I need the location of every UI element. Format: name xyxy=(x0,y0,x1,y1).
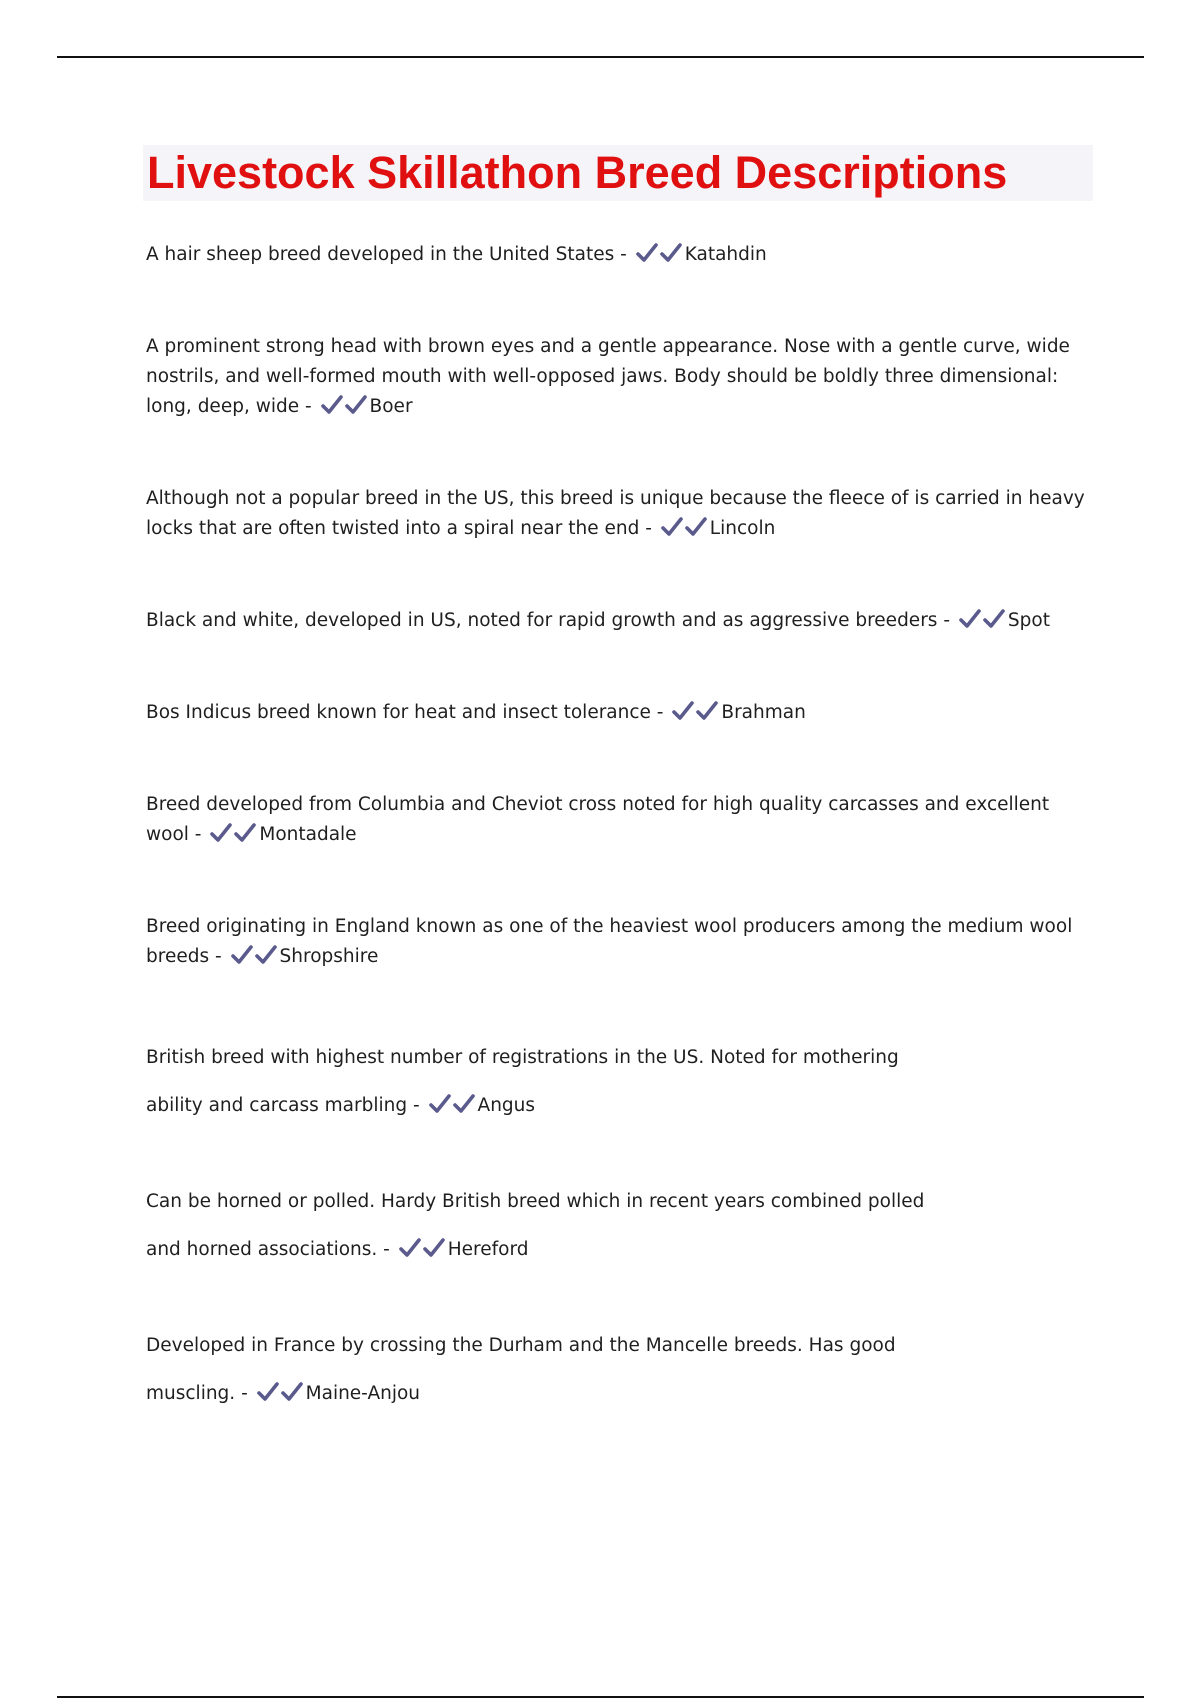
checkmark-icon xyxy=(671,700,695,722)
entry-item xyxy=(146,912,1096,972)
entry-answer: Spot xyxy=(1007,610,1050,631)
checkmark-icon xyxy=(635,242,659,264)
answer-marks xyxy=(398,1226,446,1274)
entry-description: ability and carcass marbling - xyxy=(146,1095,420,1116)
checkmark-icon xyxy=(233,822,257,844)
checkmark-icon xyxy=(695,700,719,722)
checkmark-icon xyxy=(428,1093,452,1115)
page-title: Livestock Skillathon Breed Descriptions xyxy=(147,147,1008,198)
entry-answer: Shropshire xyxy=(279,946,379,967)
entry-description: A prominent strong head with brown eyes and a gentle appearance. Nose with a gentle curve, wide nostrils, and well-formed mouth with well-opposed jaws. Body should be boldly three dimensional: long, deep, wide - xyxy=(146,336,1070,417)
checkmark-icon xyxy=(256,1381,280,1403)
bottom-rule xyxy=(57,1696,1144,1698)
entry-answer: Montadale xyxy=(259,824,357,845)
checkmark-icon xyxy=(982,608,1006,630)
checkmark-icon xyxy=(422,1237,446,1259)
title-banner xyxy=(143,145,1093,201)
checkmark-icon xyxy=(209,822,233,844)
entry-description: Can be horned or polled. Hardy British breed which in recent years combined polled xyxy=(146,1191,925,1212)
entry-item xyxy=(146,606,1096,636)
answer-marks xyxy=(256,1370,304,1418)
entry-answer: Boer xyxy=(369,396,413,417)
answer-marks xyxy=(635,240,683,270)
entry-answer: Lincoln xyxy=(709,518,776,539)
entry-description: Developed in France by crossing the Durham and the Mancelle breeds. Has good xyxy=(146,1335,896,1356)
checkmark-icon xyxy=(230,944,254,966)
entry-item xyxy=(146,1322,1096,1418)
checkmark-icon xyxy=(398,1237,422,1259)
entry-description: Black and white, developed in US, noted for rapid growth and as aggressive breeders - xyxy=(146,610,950,631)
answer-marks xyxy=(428,1082,476,1130)
entry-list xyxy=(146,240,1096,1466)
entry-description: muscling. - xyxy=(146,1383,248,1404)
entry-description: Bos Indicus breed known for heat and insect tolerance - xyxy=(146,702,664,723)
entry-answer: Brahman xyxy=(721,702,806,723)
checkmark-icon xyxy=(958,608,982,630)
entry-item xyxy=(146,790,1096,850)
entry-description: Although not a popular breed in the US, this breed is unique because the fleece of is carried in heavy locks that are often twisted into a spiral near the end - xyxy=(146,488,1085,539)
entry-answer: Angus xyxy=(477,1095,536,1116)
answer-marks xyxy=(209,820,257,850)
entry-answer: Hereford xyxy=(447,1239,529,1260)
entry-description: and horned associations. - xyxy=(146,1239,390,1260)
entry-description: Breed developed from Columbia and Cheviot cross noted for high quality carcasses and excellent wool - xyxy=(146,794,1050,845)
entry-item xyxy=(146,484,1096,544)
answer-marks xyxy=(230,942,278,972)
answer-marks xyxy=(320,392,368,422)
top-rule xyxy=(57,56,1144,58)
answer-marks xyxy=(660,514,708,544)
answer-marks xyxy=(671,698,719,728)
entry-item xyxy=(146,332,1096,422)
entry-answer: Katahdin xyxy=(684,244,767,265)
entry-description: A hair sheep breed developed in the United States - xyxy=(146,244,627,265)
entry-answer: Maine-Anjou xyxy=(305,1383,421,1404)
entry-item xyxy=(146,240,1096,270)
checkmark-icon xyxy=(254,944,278,966)
checkmark-icon xyxy=(344,394,368,416)
entry-item xyxy=(146,1178,1096,1274)
checkmark-icon xyxy=(660,516,684,538)
checkmark-icon xyxy=(280,1381,304,1403)
checkmark-icon xyxy=(684,516,708,538)
entry-description: Breed originating in England known as one of the heaviest wool producers among the medium wool breeds - xyxy=(146,916,1073,967)
entry-item xyxy=(146,698,1096,728)
checkmark-icon xyxy=(320,394,344,416)
answer-marks xyxy=(958,606,1006,636)
checkmark-icon xyxy=(659,242,683,264)
checkmark-icon xyxy=(452,1093,476,1115)
entry-description: British breed with highest number of registrations in the US. Noted for mothering xyxy=(146,1047,899,1068)
entry-item xyxy=(146,1034,1096,1130)
